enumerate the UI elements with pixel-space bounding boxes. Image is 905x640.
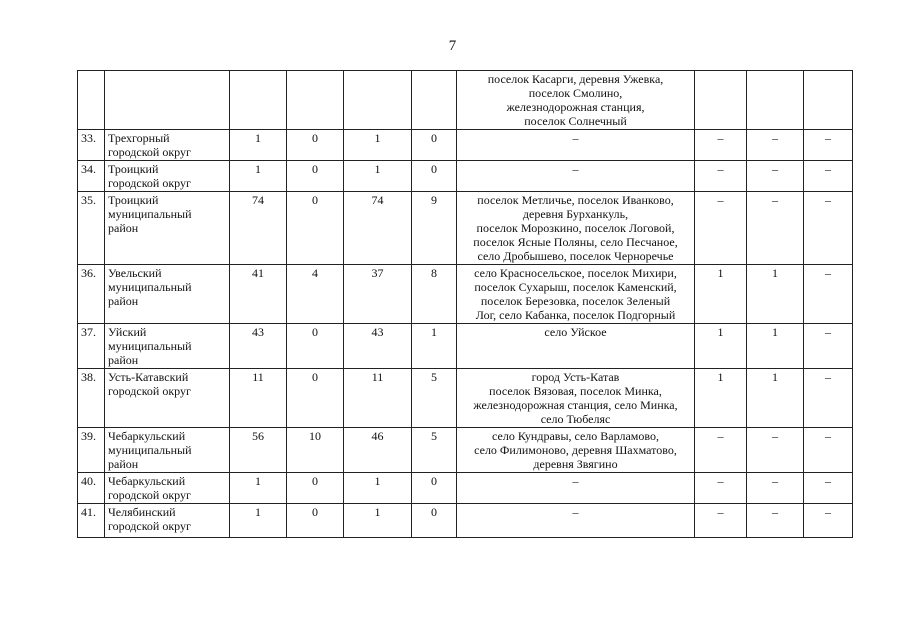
cell-settlements: [457, 130, 695, 161]
cell-col3: 1: [344, 161, 412, 192]
cell-col3: 1: [344, 504, 412, 538]
municipality-name-line: Усть-Катавский: [108, 370, 189, 384]
cell-col2: 0: [287, 324, 344, 369]
municipality-name: [105, 161, 230, 192]
cell-col1: 41: [230, 265, 287, 324]
row-number: 37.: [78, 324, 105, 369]
cell-col8: –: [804, 504, 853, 538]
cell-col4: 5: [412, 369, 457, 428]
cell-col2: 10: [287, 428, 344, 473]
cell-col6: –: [695, 192, 747, 265]
cell-col2: [287, 71, 344, 130]
cell-col1: 1: [230, 504, 287, 538]
municipality-name: [105, 130, 230, 161]
municipality-name: [105, 265, 230, 324]
cell-settlements: [457, 504, 695, 538]
settlement-line: поселок Березовка, поселок Зеленый: [480, 294, 671, 308]
settlement-line: поселок Ясные Поляны, село Песчаное,: [473, 235, 678, 249]
municipality-name-line: район: [108, 353, 139, 367]
cell-col8: –: [804, 161, 853, 192]
cell-name: [105, 71, 230, 130]
row-number: 38.: [78, 369, 105, 428]
settlement-line: село Тюбеляс: [540, 412, 611, 426]
table-row: [78, 504, 853, 538]
municipality-name-line: Чебаркульский: [108, 429, 186, 443]
cell-col6: –: [695, 161, 747, 192]
settlement-line: железнодорожная станция,: [506, 100, 645, 114]
cell-col3: 46: [344, 428, 412, 473]
settlement-line: деревня Бурханкуль,: [522, 207, 629, 221]
municipality-name-line: Чебаркульский: [108, 474, 186, 488]
cell-col1: 74: [230, 192, 287, 265]
municipality-name: [105, 473, 230, 504]
municipality-name: [105, 428, 230, 473]
cell-col4: [412, 71, 457, 130]
cell-col6: –: [695, 130, 747, 161]
table-row: [78, 473, 853, 504]
settlement-line: –: [572, 474, 579, 488]
cell-col3: 1: [344, 130, 412, 161]
cell-col8: –: [804, 324, 853, 369]
table-row-continuation: [78, 71, 853, 130]
cell-col6: 1: [695, 369, 747, 428]
cell-col7: –: [747, 428, 804, 473]
row-number: 41.: [78, 504, 105, 538]
cell-col7: –: [747, 504, 804, 538]
cell-col7: –: [747, 192, 804, 265]
settlement-line: село Дробышево, поселок Черноречье: [477, 249, 674, 263]
cell-col8: –: [804, 428, 853, 473]
cell-col4: 8: [412, 265, 457, 324]
municipality-name-line: городской округ: [108, 384, 191, 398]
table-row: [78, 369, 853, 428]
page-number: 7: [448, 38, 457, 54]
cell-col3: 1: [344, 473, 412, 504]
cell-col2: 0: [287, 130, 344, 161]
cell-col8: –: [804, 265, 853, 324]
municipality-name-line: муниципальный: [108, 339, 192, 353]
cell-col1: 1: [230, 161, 287, 192]
cell-col2: 0: [287, 473, 344, 504]
settlement-line: город Усть-Катав: [531, 370, 620, 384]
cell-settlements: [457, 428, 695, 473]
municipality-name-line: Троицкий: [108, 162, 159, 176]
settlement-line: поселок Солнечный: [524, 114, 627, 128]
cell-col7: 1: [747, 324, 804, 369]
cell-col4: 9: [412, 192, 457, 265]
cell-col7: 1: [747, 265, 804, 324]
settlement-line: поселок Метличье, поселок Иванково,: [477, 193, 674, 207]
municipality-name: [105, 369, 230, 428]
municipality-name-line: муниципальный: [108, 207, 192, 221]
cell-col1: 11: [230, 369, 287, 428]
table-row: [78, 428, 853, 473]
settlement-line: –: [572, 162, 579, 176]
settlement-line: –: [572, 505, 579, 519]
row-number: 39.: [78, 428, 105, 473]
table-row: [78, 265, 853, 324]
cell-col2: 0: [287, 504, 344, 538]
cell-col7: [747, 71, 804, 130]
cell-col2: 0: [287, 161, 344, 192]
municipality-name-line: муниципальный: [108, 443, 192, 457]
cell-col3: 74: [344, 192, 412, 265]
cell-col8: –: [804, 369, 853, 428]
cell-col6: 1: [695, 265, 747, 324]
cell-settlements: [457, 369, 695, 428]
settlement-line: деревня Звягино: [533, 457, 618, 471]
cell-col6: –: [695, 504, 747, 538]
municipality-name-line: городской округ: [108, 488, 191, 502]
municipality-name: [105, 192, 230, 265]
cell-settlements: [457, 71, 695, 130]
municipality-name-line: район: [108, 457, 139, 471]
municipality-name: [105, 504, 230, 538]
cell-col7: –: [747, 473, 804, 504]
municipality-name-line: городской округ: [108, 519, 191, 533]
settlement-line: поселок Вязовая, поселок Минка,: [489, 384, 662, 398]
table-row: [78, 161, 853, 192]
cell-col2: 0: [287, 192, 344, 265]
cell-col6: 1: [695, 324, 747, 369]
row-number: 36.: [78, 265, 105, 324]
cell-col8: [804, 71, 853, 130]
cell-col3: 11: [344, 369, 412, 428]
cell-col4: 0: [412, 504, 457, 538]
cell-col8: –: [804, 473, 853, 504]
cell-col7: –: [747, 130, 804, 161]
cell-settlements: [457, 473, 695, 504]
cell-col7: –: [747, 161, 804, 192]
settlement-line: железнодорожная станция, село Минка,: [473, 398, 678, 412]
cell-col3: [344, 71, 412, 130]
cell-col6: –: [695, 473, 747, 504]
municipality-name-line: городской округ: [108, 145, 191, 159]
municipality-name-line: район: [108, 221, 139, 235]
table-row: [78, 192, 853, 265]
municipality-name-line: городской округ: [108, 176, 191, 190]
table-row: [78, 324, 853, 369]
settlement-line: село Уйское: [544, 325, 607, 339]
cell-num: [78, 71, 105, 130]
municipality-name: [105, 324, 230, 369]
cell-col4: 1: [412, 324, 457, 369]
settlement-line: село Кундравы, село Варламово,: [492, 429, 659, 443]
row-number: 40.: [78, 473, 105, 504]
cell-col8: –: [804, 192, 853, 265]
cell-col6: –: [695, 428, 747, 473]
municipality-name-line: Трехгорный: [108, 131, 170, 145]
cell-col8: –: [804, 130, 853, 161]
cell-col3: 37: [344, 265, 412, 324]
table-body: [78, 71, 853, 538]
municipality-name-line: Уйский: [108, 325, 147, 339]
municipality-name-line: район: [108, 294, 139, 308]
cell-col4: 0: [412, 130, 457, 161]
row-number: 35.: [78, 192, 105, 265]
cell-col7: 1: [747, 369, 804, 428]
settlement-line: поселок Морозкино, поселок Логовой,: [476, 221, 675, 235]
municipality-name-line: муниципальный: [108, 280, 192, 294]
municipality-name-line: Челябинский: [108, 505, 176, 519]
settlement-line: поселок Касарги, деревня Ужевка,: [487, 72, 664, 86]
cell-settlements: [457, 324, 695, 369]
cell-col1: 1: [230, 473, 287, 504]
cell-col2: 0: [287, 369, 344, 428]
cell-col3: 43: [344, 324, 412, 369]
settlement-line: поселок Смолино,: [528, 86, 623, 100]
settlements-table: [77, 70, 853, 538]
settlement-line: Лог, село Кабанка, поселок Подгорный: [475, 308, 676, 322]
cell-col1: [230, 71, 287, 130]
cell-settlements: [457, 192, 695, 265]
table-row: [78, 130, 853, 161]
cell-settlements: [457, 265, 695, 324]
row-number: 34.: [78, 161, 105, 192]
row-number: 33.: [78, 130, 105, 161]
settlement-line: –: [572, 131, 579, 145]
settlement-line: село Красносельское, поселок Михири,: [474, 266, 677, 280]
settlement-line: село Филимоново, деревня Шахматово,: [474, 443, 677, 457]
cell-col6: [695, 71, 747, 130]
cell-col4: 0: [412, 161, 457, 192]
cell-col1: 56: [230, 428, 287, 473]
cell-col4: 0: [412, 473, 457, 504]
cell-settlements: [457, 161, 695, 192]
municipality-name-line: Троицкий: [108, 193, 159, 207]
settlement-line: поселок Сухарыш, поселок Каменский,: [474, 280, 677, 294]
cell-col1: 43: [230, 324, 287, 369]
cell-col1: 1: [230, 130, 287, 161]
municipality-name-line: Увельский: [108, 266, 162, 280]
cell-col4: 5: [412, 428, 457, 473]
cell-col2: 4: [287, 265, 344, 324]
